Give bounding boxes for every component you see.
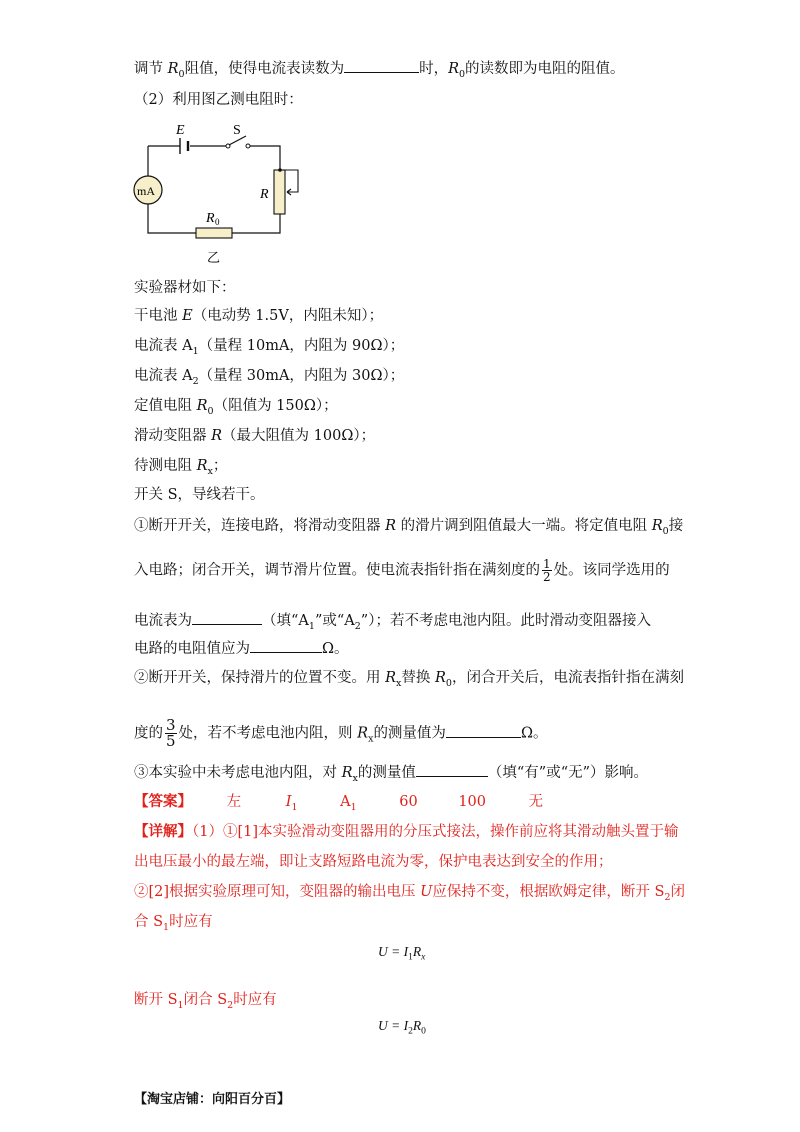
text-line-16: 度的 $\frac{3}{5}$ 处，若不考虑电池内阻，则 $R_x$的测量值为 Ω。 (134, 716, 548, 750)
text-line-17: ③本实验中未考虑电池内阻，对 $R_x$的测量值 （填“有”或“无”）影响。 (134, 762, 648, 789)
text-line-12: 入电路；闭合开关，调节滑片位置。使电流表指针指在满刻度的 $\frac{1}{2}$ 处。该同学选用的 (134, 557, 670, 584)
switch-contact-right (246, 144, 250, 148)
formula-2: $U = I_2R_0$ (378, 1018, 426, 1037)
text-line-8: 滑动变阻器 R（最大阻值为 100Ω）； (134, 428, 376, 444)
text-line-4: 干电池 E（电动势 1.5V，内阻未知）； (134, 308, 384, 324)
text-line-1: 调节 $R_0$阻值，使得电流表读数为 时，$R_0$的读数即为电阻的阻值。 (134, 58, 625, 85)
label-mA: mA (137, 184, 155, 198)
answer-label: 【答案】 (134, 793, 192, 810)
answer-6: 无 (528, 794, 544, 810)
detail-line-1: 【详解】（1）①[1]本实验滑动变阻器用的分压式接法，操作前应将其滑动触头置于输 (134, 823, 679, 840)
blank-rx[interactable] (446, 723, 521, 738)
figure-caption: 乙 (207, 251, 221, 266)
rheostat-body (274, 170, 285, 214)
text-line-7: 定值电阻 $R_0$（阻值为 150Ω）； (134, 398, 338, 417)
label-R0-sub: 0 (215, 217, 220, 227)
blank-effect[interactable] (416, 762, 488, 777)
detail-line-4: 合 $S_1$时应有 (134, 914, 213, 933)
text-line-14: 电路的电阻值应为 Ω。 (134, 638, 349, 659)
text-line-13: 电流表为 （填“$A_1$”或“$A_2$”）；若不考虑电池内阻。此时滑动变阻器接入 (134, 610, 651, 637)
answer-4: 60 (399, 794, 418, 810)
text-line-15: ②断开开关，保持滑片的位置不变。用 $R_x$替换 $R_0$，闭合开关后，电流表指针指在满刻 (134, 670, 684, 689)
text-line-11: ①断开开关，连接电路，将滑动变阻器 R 的滑片调到阻值最大一端。将定值电阻 $R_0$接 (134, 518, 684, 537)
footer-shop: 【淘宝店铺：向阳百分百】 (134, 1092, 291, 1107)
fraction-three-fifths: $\frac{3}{5}$ (166, 716, 176, 750)
text-line-2: （2）利用图乙测电阻时： (134, 92, 303, 108)
text-line-9: 待测电阻 $R_x$； (134, 458, 228, 477)
text-line-5: 电流表 $A_1$（量程 10mA，内阻为 90Ω）； (134, 338, 405, 357)
fixed-resistor-body (196, 228, 232, 238)
answer-2: $I_1$ (285, 794, 298, 813)
answer-5: 100 (458, 794, 486, 810)
blank-ammeter[interactable] (192, 610, 262, 625)
answer-line (134, 792, 543, 818)
label-R0: R (206, 211, 215, 226)
label-S: S (233, 123, 241, 138)
detail-line-5: 断开 $S_1$闭合 $S_2$时应有 (134, 992, 277, 1011)
fraction-half: $\frac{1}{2}$ (543, 557, 551, 584)
blank-1[interactable] (344, 58, 419, 73)
answer-3: $A_1$ (340, 794, 357, 813)
label-E: E (176, 123, 185, 138)
detail-line-3: ②[2]根据实验原理可知，变阻器的输出电压 U应保持不变，根据欧姆定律，断开 $S_2$闭 (134, 884, 685, 903)
formula-1: $U = I_1R_x$ (378, 944, 426, 963)
detail-line-2: 出电压最小的最左端，即让支路短路电流为零，保护电表达到安全的作用； (134, 854, 613, 870)
blank-resistance[interactable] (250, 638, 322, 653)
answer-1: 左 (226, 794, 242, 810)
text-line-3: 实验器材如下： (134, 280, 236, 296)
text-line-10: 开关 S，导线若干。 (134, 487, 265, 503)
circuit-diagram (130, 118, 310, 268)
text-line-6: 电流表 $A_2$（量程 30mA，内阻为 30Ω）； (134, 368, 405, 387)
label-R: R (260, 187, 269, 202)
